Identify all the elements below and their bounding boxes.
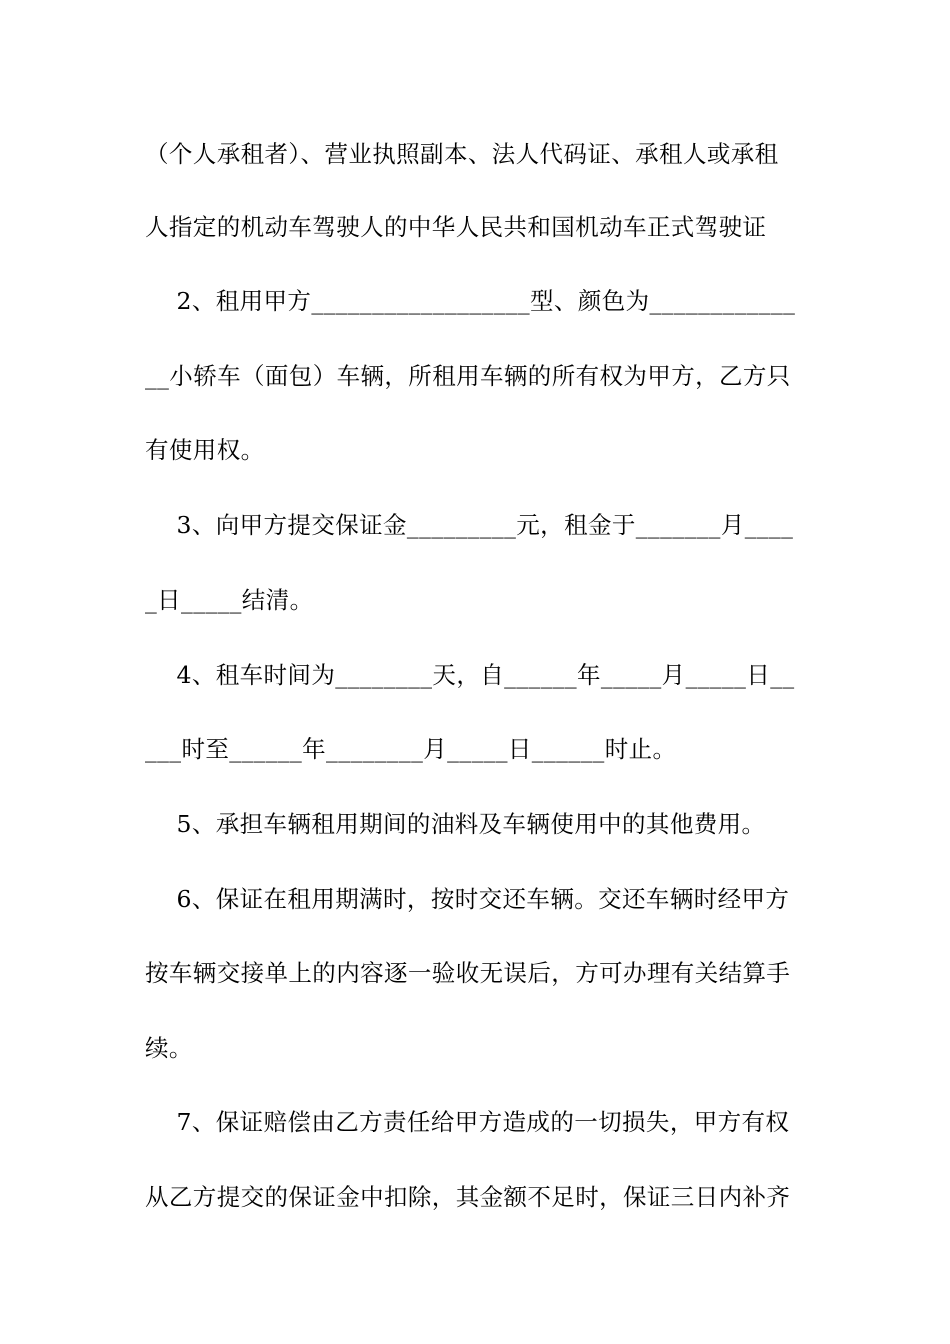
text-line: 5、承担车辆租用期间的油料及车辆使用中的其他费用。 — [145, 810, 766, 838]
text-line: __小轿车（面包）车辆，所租用车辆的所有权为甲方，乙方只 — [145, 362, 791, 390]
text-line: 6、保证在租用期满时，按时交还车辆。交还车辆时经甲方 — [145, 885, 790, 913]
text-line: _日_____结清。 — [145, 586, 314, 614]
text-line: 人指定的机动车驾驶人的中华人民共和国机动车正式驾驶证 — [145, 213, 767, 241]
text-line: 7、保证赔偿由乙方责任给甲方造成的一切损失，甲方有权 — [145, 1108, 790, 1136]
text-line: 续。 — [145, 1034, 193, 1062]
text-line: 从乙方提交的保证金中扣除，其金额不足时，保证三日内补齐 — [145, 1183, 791, 1211]
text-line: 4、租车时间为________天，自______年_____月_____日__ — [145, 661, 795, 689]
text-line: ___时至______年________月_____日______时止。 — [145, 735, 677, 763]
text-line: 3、向甲方提交保证金_________元，租金于_______月____ — [145, 511, 794, 539]
text-line: 有使用权。 — [145, 436, 265, 464]
text-line: （个人承租者）、营业执照副本、法人代码证、承租人或承租 — [145, 140, 779, 168]
text-line: 2、租用甲方__________________型、颜色为____________ — [145, 287, 796, 315]
text-line: 按车辆交接单上的内容逐一验收无误后，方可办理有关结算手 — [145, 959, 791, 987]
